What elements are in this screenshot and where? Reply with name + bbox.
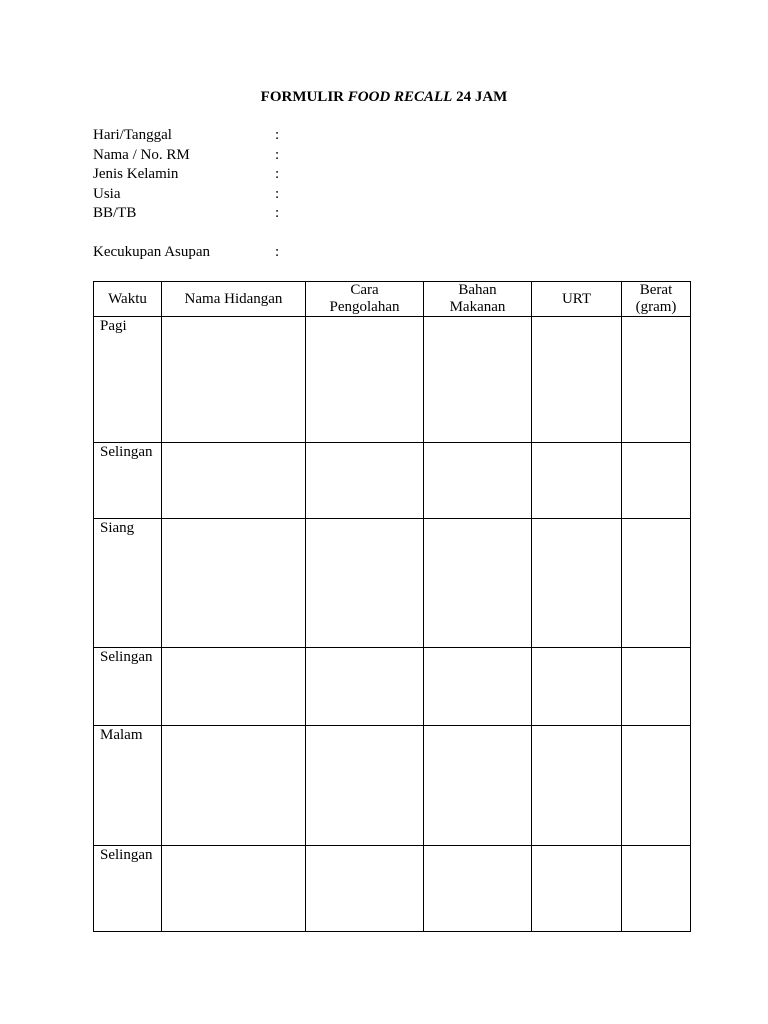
cara-pengolahan-cell[interactable] — [306, 317, 424, 443]
nama-hidangan-cell[interactable] — [162, 519, 306, 648]
bahan-makanan-cell[interactable] — [424, 726, 532, 846]
header-bahan-makanan: Bahan Makanan — [424, 282, 532, 317]
nama-hidangan-cell[interactable] — [162, 846, 306, 932]
time-cell: Selingan — [94, 648, 162, 726]
field-label: Nama / No. RM — [93, 146, 190, 163]
urt-cell[interactable] — [532, 846, 622, 932]
cara-pengolahan-cell[interactable] — [306, 726, 424, 846]
cara-pengolahan-cell[interactable] — [306, 519, 424, 648]
bahan-makanan-cell[interactable] — [424, 846, 532, 932]
berat-cell[interactable] — [622, 846, 691, 932]
urt-cell[interactable] — [532, 519, 622, 648]
bahan-makanan-cell[interactable] — [424, 648, 532, 726]
nama-hidangan-cell[interactable] — [162, 726, 306, 846]
form-title-italic: FOOD RECALL — [347, 89, 453, 105]
header-nama-hidangan: Nama Hidangan — [162, 282, 306, 317]
table-row — [94, 648, 691, 726]
cara-pengolahan-cell[interactable] — [306, 846, 424, 932]
nama-hidangan-cell[interactable] — [162, 317, 306, 443]
berat-cell[interactable] — [622, 648, 691, 726]
urt-cell[interactable] — [532, 317, 622, 443]
table-row — [94, 519, 691, 648]
field-bb-tb — [93, 204, 279, 224]
field-jenis-kelamin — [93, 165, 279, 185]
header-cara-pengolahan: Cara Pengolahan — [306, 282, 424, 317]
time-cell: Selingan — [94, 846, 162, 932]
field-label: Jenis Kelamin — [93, 166, 179, 182]
spacer — [93, 224, 279, 244]
nama-hidangan-cell[interactable] — [162, 443, 306, 519]
time-cell: Selingan — [94, 443, 162, 519]
field-colon: : — [275, 244, 280, 260]
cara-pengolahan-cell[interactable] — [306, 443, 424, 519]
field-kecukupan-asupan — [93, 243, 279, 263]
table-row — [94, 726, 691, 846]
berat-cell[interactable] — [622, 519, 691, 648]
urt-cell[interactable] — [532, 648, 622, 726]
header-urt: URT — [532, 282, 622, 317]
header-waktu: Waktu — [94, 282, 162, 317]
urt-cell[interactable] — [532, 726, 622, 846]
cara-pengolahan-cell[interactable] — [306, 648, 424, 726]
field-label: Hari/Tanggal — [93, 127, 172, 143]
field-colon: : — [275, 127, 280, 143]
field-colon: : — [275, 166, 280, 182]
berat-cell[interactable] — [622, 317, 691, 443]
field-label: BB/TB — [93, 205, 137, 221]
table-row — [94, 846, 691, 932]
table-row — [94, 317, 691, 443]
berat-cell[interactable] — [622, 443, 691, 519]
field-colon: : — [275, 146, 280, 163]
form-title-prefix: FORMULIR — [260, 89, 348, 105]
field-label: Usia — [93, 185, 121, 202]
bahan-makanan-cell[interactable] — [424, 443, 532, 519]
food-recall-table — [93, 281, 691, 932]
time-cell: Pagi — [94, 317, 162, 443]
field-nama-rm — [93, 146, 279, 166]
table-header-row — [94, 282, 691, 317]
header-berat: Berat (gram) — [622, 282, 691, 317]
urt-cell[interactable] — [532, 443, 622, 519]
field-label: Kecukupan Asupan — [93, 244, 211, 260]
bahan-makanan-cell[interactable] — [424, 519, 532, 648]
form-title-suffix: 24 JAM — [452, 89, 508, 105]
time-cell: Siang — [94, 519, 162, 648]
bahan-makanan-cell[interactable] — [424, 317, 532, 443]
field-hari-tanggal — [93, 126, 279, 146]
field-colon: : — [275, 205, 280, 221]
identity-fields — [93, 126, 279, 263]
berat-cell[interactable] — [622, 726, 691, 846]
nama-hidangan-cell[interactable] — [162, 648, 306, 726]
table-row — [94, 443, 691, 519]
form-title — [0, 88, 768, 106]
time-cell: Malam — [94, 726, 162, 846]
field-usia — [93, 185, 279, 205]
field-colon: : — [275, 185, 280, 202]
